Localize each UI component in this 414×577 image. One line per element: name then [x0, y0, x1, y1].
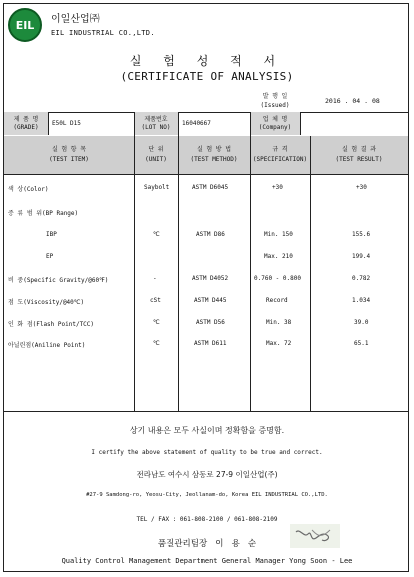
row-unit: ℃ — [153, 231, 160, 238]
row-spec: Min. 150 — [264, 231, 293, 238]
header-test-item — [4, 136, 134, 174]
table-divider — [134, 112, 135, 412]
row-result: +30 — [356, 184, 367, 191]
issued-label-en: (Issued) — [260, 102, 290, 109]
signature-image — [290, 524, 340, 548]
address-english: #27-9 Samdong-ro, Yeosu-City, Jeollanam-do, Korea EIL INDUSTRIAL CO.,LTD. — [86, 492, 328, 498]
row-method: ASTM D56 — [196, 319, 225, 326]
row-method: ASTM D86 — [196, 231, 225, 238]
row-result: 65.1 — [354, 340, 369, 347]
address-korean: 전라남도 여수시 삼동로 27-9 이일산업(주) — [136, 470, 278, 479]
grade-label-en: (GRADE) — [13, 123, 39, 131]
company-label — [250, 112, 300, 135]
row-method: ASTM D4052 — [192, 275, 229, 282]
header-unit-kr: 단 위 — [148, 146, 164, 153]
header-unit — [134, 136, 178, 174]
row-method: ASTM D6045 — [192, 184, 229, 191]
manager-name-korean: 품질관리팀장 이 용 순 — [157, 539, 257, 549]
row-item: 점 도(Viscosity/@40℃) — [8, 299, 85, 306]
table-divider — [310, 136, 311, 412]
table-divider — [250, 112, 251, 412]
row-result: 199.4 — [352, 253, 371, 260]
row-method: ASTM D445 — [194, 297, 227, 304]
header-test-item-en: (TEST ITEM) — [49, 156, 89, 163]
header-test-method-kr: 실 험 방 법 — [196, 146, 232, 153]
table-divider — [48, 112, 49, 135]
row-spec: Min. 38 — [266, 319, 292, 326]
table-bottom-rule — [4, 411, 408, 412]
certify-statement-english: I certify the above statement of quality to be true and correct. — [91, 449, 323, 456]
row-spec: Max. 72 — [266, 340, 292, 347]
row-spec: +30 — [272, 184, 283, 191]
company-label-kr: 업 체 명 — [262, 115, 288, 123]
lot-value: 16040667 — [182, 120, 211, 127]
grade-label — [4, 112, 48, 135]
header-test-method — [178, 136, 250, 174]
row-item: 색 상(Color) — [8, 186, 49, 193]
lot-label — [134, 112, 178, 135]
header-test-result — [310, 136, 408, 174]
row-item: IBP — [46, 231, 57, 238]
row-spec: Record — [266, 297, 288, 304]
row-unit: cSt — [150, 297, 161, 304]
manager-name-english: Quality Control Management Department General Manager Yong Soon - Lee — [61, 557, 353, 565]
row-unit: ℃ — [153, 340, 160, 347]
document-title-korean: 실 험 성 적 서 — [129, 54, 285, 68]
header-test-result-en: (TEST RESULT) — [335, 156, 383, 163]
company-name-korean: 이일산업㈜ — [51, 14, 100, 25]
table-divider — [300, 112, 301, 135]
row-result: 1.034 — [352, 297, 371, 304]
row-result: 155.6 — [352, 231, 371, 238]
lot-label-en: (LOT NO) — [141, 123, 171, 131]
row-item: EP — [46, 253, 54, 260]
table-divider — [178, 112, 179, 412]
row-item: 비 중(Specific Gravity/@60℉) — [8, 277, 109, 284]
row-item: 증 류 범 위(BP Range) — [8, 210, 79, 217]
row-item: 아닐린점(Aniline Point) — [8, 342, 86, 349]
row-spec: Max. 210 — [264, 253, 293, 260]
header-unit-en: (UNIT) — [145, 156, 167, 163]
row-result: 39.0 — [354, 319, 369, 326]
grade-value: E50L D15 — [52, 120, 81, 127]
row-unit: - — [153, 275, 157, 282]
header-specification-kr: 규 격 — [272, 146, 288, 153]
header-test-result-kr: 실 험 결 과 — [341, 146, 377, 153]
issued-label — [250, 92, 300, 110]
issued-date: 2016 . 04 . 08 — [325, 97, 380, 105]
issued-label-kr: 발 행 일 — [262, 93, 288, 100]
header-specification-en: (SPECIFICATION) — [252, 156, 308, 163]
lot-label-kr: 제품번호 — [144, 115, 168, 123]
row-item: 인 화 점(Flash Point/TCC) — [8, 321, 95, 328]
header-specification — [250, 136, 310, 174]
company-logo: EIL — [8, 8, 42, 42]
row-method: ASTM D611 — [194, 340, 227, 347]
header-test-method-en: (TEST METHOD) — [190, 156, 238, 163]
document-title-english: (CERTIFICATE OF ANALYSIS) — [120, 70, 294, 83]
certificate-border — [3, 3, 409, 572]
grade-label-kr: 제 품 명 — [13, 115, 39, 123]
company-name-english: EIL INDUSTRIAL CO.,LTD. — [51, 29, 155, 37]
row-unit: ℃ — [153, 319, 160, 326]
tel-fax: TEL / FAX : 061-808-2100 / 061-808-2109 — [136, 516, 278, 523]
header-test-item-kr: 실 험 항 목 — [51, 146, 87, 153]
certify-statement-korean: 상기 내용은 모두 사실이며 정확함을 증명함. — [129, 426, 285, 435]
row-result: 0.782 — [352, 275, 371, 282]
row-unit: Saybolt — [144, 184, 170, 191]
row-spec: 0.760 - 0.800 — [254, 275, 301, 282]
company-label-en: (Company) — [258, 123, 292, 131]
